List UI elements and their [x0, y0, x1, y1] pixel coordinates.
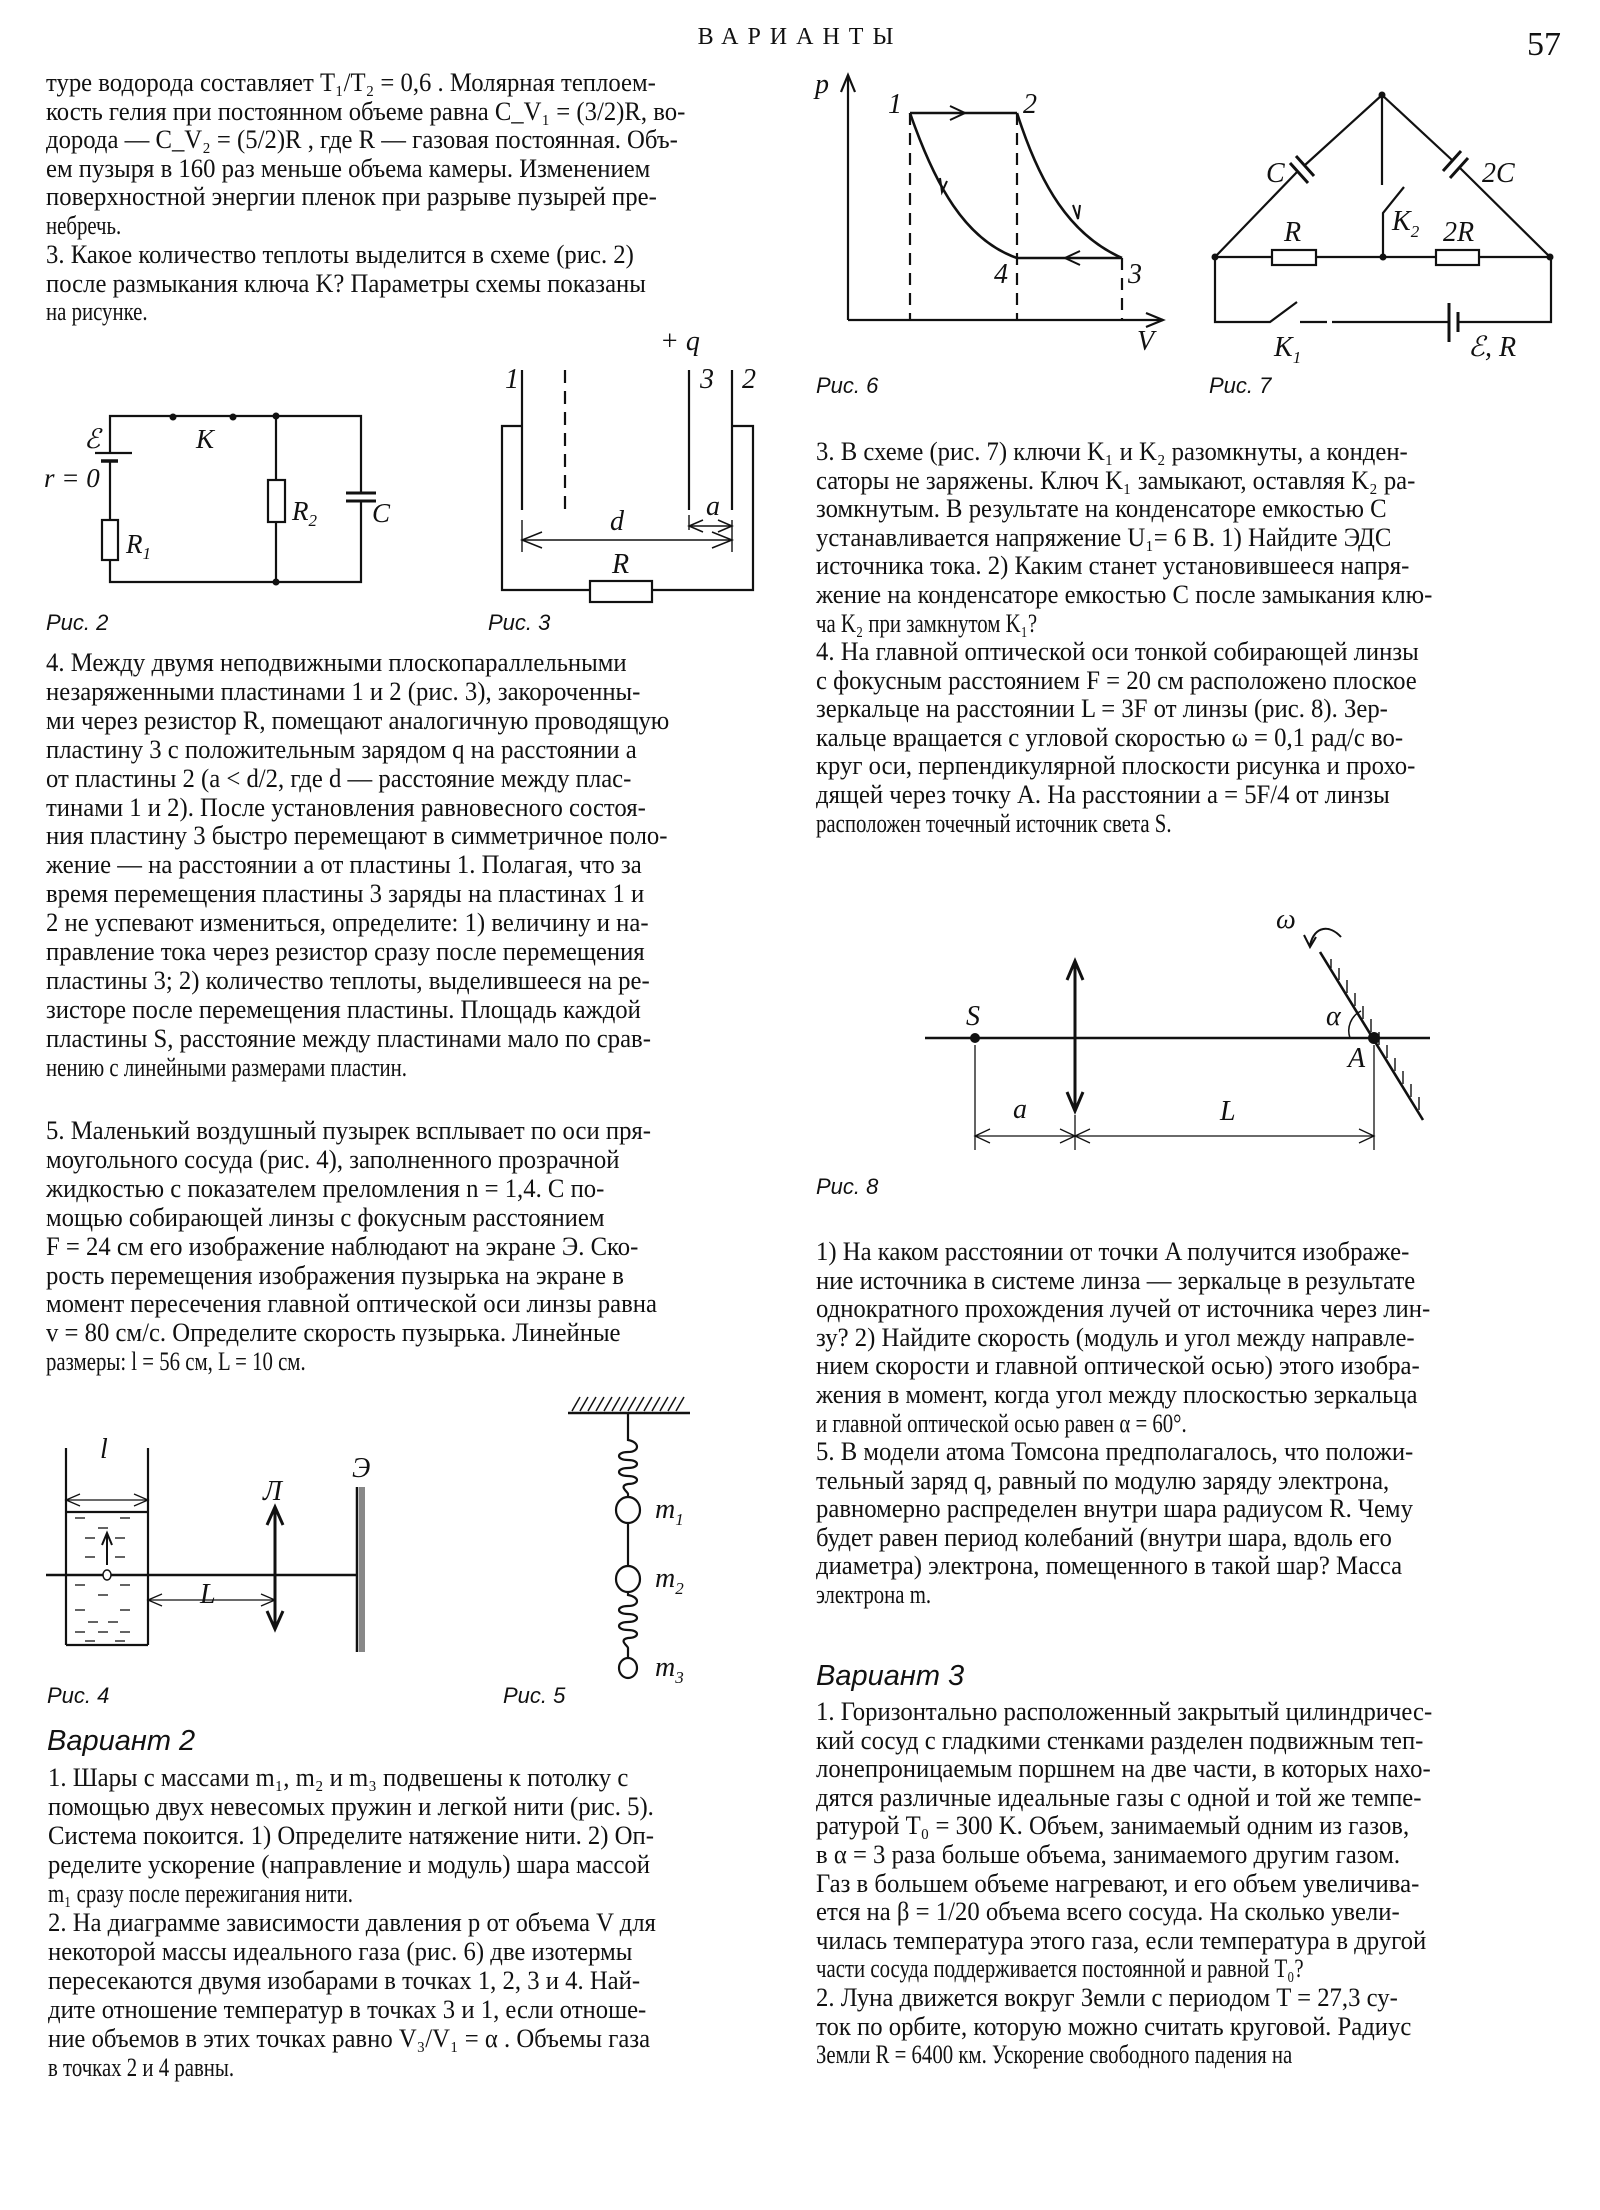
svg-text:C: C — [1266, 158, 1285, 189]
text-line: мощью собирающей линзы с фокусным расстоянием — [46, 1202, 605, 1232]
right-task-4 — [816, 637, 1554, 837]
svg-text:α: α — [1326, 1001, 1341, 1032]
text-line: пластины S, расстояние между пластинами мало по срав- — [46, 1023, 651, 1053]
text-line: Система покоится. 1) Определите натяжение нити. 2) Оп- — [48, 1821, 654, 1850]
text-line: v = 80 см/с. Определите скорость пузырька. Линейные — [46, 1318, 621, 1348]
text-line: 2. Луна движется вокруг Земли с периодом T = 27,3 су- — [816, 1983, 1398, 2012]
figure-8-caption: Рис. 8 — [816, 1174, 879, 1199]
svg-text:K2: $K_2$ — [1392, 206, 1420, 241]
text-line: рость перемещения изображения пузырька на экране в — [46, 1260, 624, 1290]
text-line: F = 24 см его изображение наблюдают на экране Э. Ско- — [46, 1231, 639, 1261]
text-line: 1. Шары с массами m₁, m₂ и m₃ подвешены к потолку с — [48, 1763, 629, 1792]
text-line: 1) На каком расстоянии от точки A получится изображе- — [816, 1237, 1410, 1266]
text-line: Газ в большем объеме нагревают, и его объем увеличива- — [816, 1868, 1420, 1898]
text-line: зу? 2) Найдите скорость (модуль и угол между направле- — [816, 1322, 1415, 1352]
svg-text:L: L — [1220, 1096, 1236, 1127]
svg-text:2C: 2C — [1482, 158, 1515, 189]
svg-text:2: 2 — [1023, 89, 1037, 120]
text-line: лонепроницаемым поршнем на две части, в которых нахо- — [816, 1754, 1431, 1784]
text-line: с фокусным расстоянием F = 20 см расположено плоское — [816, 665, 1417, 695]
text-line: после размыкания ключа K? Параметры схемы показаны — [46, 268, 646, 298]
text-line: будет равен период колебаний (внутри шара, вдоль его — [816, 1522, 1392, 1552]
left-v2-task-1 — [48, 1763, 772, 1908]
text-line: жение на конденсаторе емкостью C после замыкания клю- — [816, 580, 1433, 609]
text-line: ток по орбите, которую можно считать круговой. Радиус — [816, 2011, 1412, 2041]
left-task-5 — [46, 1116, 770, 1376]
figure-6-caption: Рис. 6 — [816, 373, 879, 398]
text-line: нием скорости и главной оптической осью) этого изобра- — [816, 1351, 1420, 1381]
text-line: кий сосуд с гладкими стенками разделен подвижным теп- — [816, 1725, 1424, 1755]
svg-text:3: 3 — [700, 364, 714, 395]
internal-resistance-label: r = 0 — [44, 463, 100, 493]
text-line: ния пластину 3 быстро перемещают в симметричное поло- — [46, 821, 668, 851]
svg-text:ℰ, R: ℰ, R — [1468, 332, 1517, 363]
svg-text:ω: ω — [1276, 904, 1296, 935]
running-title: ВАРИАНТЫ — [697, 24, 903, 50]
text-line: 3. В схеме (рис. 7) ключи K₁ и K₂ разомкнуты, а конден- — [816, 437, 1408, 466]
figure-7-caption: Рис. 7 — [1209, 373, 1272, 398]
text-line: однократного прохождения лучей от источника через лин- — [816, 1294, 1431, 1324]
text-line: жидкостью с показателем преломления n = 1,4. С по- — [46, 1173, 605, 1203]
svg-text:1: 1 — [505, 364, 519, 395]
text-line: в точках 2 и 4 равны. — [48, 2053, 235, 2082]
svg-text:R1: $R_1$ — [126, 529, 151, 563]
figure-3-caption: Рис. 3 — [488, 610, 551, 635]
text-line: жение — на расстоянии a от пластины 1. Полагая, что за — [46, 850, 642, 880]
svg-text:4: 4 — [994, 259, 1008, 290]
text-line: ние объемов в этих точках равно V₃/V₁ = α . Объемы газа — [48, 2024, 651, 2053]
text-line: чилась температура этого газа, если температура в другой — [816, 1925, 1427, 1955]
text-line: расположен точечный источник света S. — [816, 808, 1172, 838]
text-line: тинами 1 и 2). После установления равновесного состоя- — [46, 792, 646, 822]
text-line: зисторе после перемещения пластины. Площадь каждой — [46, 994, 641, 1024]
text-line: части сосуда поддерживается постоянной и равной T₀? — [816, 1954, 1304, 1984]
text-line: тельный заряд q, равный по модулю заряду электрона, — [816, 1465, 1390, 1495]
text-line: 3. Какое количество теплоты выделится в схеме (рис. 2) — [46, 240, 634, 269]
svg-text:2R: 2R — [1443, 217, 1475, 248]
svg-text:a: a — [706, 491, 720, 522]
text-line: дятся различные идеальные газы с одной и той же темпе- — [816, 1782, 1422, 1812]
text-line: ределите ускорение (направление и модуль) шара массой — [48, 1850, 650, 1879]
right-task-4-questions — [816, 1237, 1554, 1437]
svg-text:d: d — [610, 506, 624, 537]
text-line: 5. В модели атома Томсона предполагалось, что положи- — [816, 1437, 1414, 1466]
svg-text:A: A — [1348, 1043, 1366, 1074]
svg-text:R2: $R_2$ — [292, 496, 317, 530]
text-line: 1. Горизонтально расположенный закрытый цилиндричес- — [816, 1697, 1433, 1726]
svg-text:C: C — [372, 498, 391, 528]
left-intro — [46, 68, 770, 240]
figure-4-caption: Рис. 4 — [47, 1683, 110, 1708]
text-line: пластины 3; 2) количество теплоты, выделившееся на ре- — [46, 965, 650, 995]
left-v2-task-2 — [48, 1908, 772, 2082]
text-line: от пластины 2 (a < d/2, где d — расстояние между плас- — [46, 763, 632, 793]
text-line: размеры: l = 56 см, L = 10 см. — [46, 1347, 306, 1377]
text-line: 5. Маленький воздушный пузырек всплывает по оси пря- — [46, 1116, 652, 1145]
text-line: 4. На главной оптической оси тонкой собирающей линзы — [816, 637, 1419, 666]
right-task-3 — [816, 437, 1554, 637]
svg-text:L: L — [200, 1579, 216, 1610]
svg-text:Л: Л — [263, 1476, 282, 1507]
text-line: пересекаются двумя изобарами в точках 1, 2, 3 и 4. Най- — [48, 1966, 641, 1995]
page-number: 57 — [1527, 26, 1561, 63]
text-line: в α = 3 раза больше объема, занимаемого другим газом. — [816, 1840, 1400, 1869]
text-line: время перемещения пластины 3 заряды на пластинах 1 и — [46, 879, 645, 909]
left-task-4 — [46, 648, 770, 1082]
text-line: устанавливается напряжение U₁= 6 В. 1) Найдите ЭДС — [816, 522, 1392, 552]
text-line: помощью двух невесомых пружин и легкой нити (рис. 5). — [48, 1792, 654, 1821]
text-line: источника тока. 2) Каким станет установившееся напря- — [816, 551, 1410, 581]
text-line: ми через резистор R, помещают аналогичную проводящую — [46, 705, 670, 735]
screen-hatch — [359, 1487, 365, 1652]
text-line: электрона m. — [816, 1580, 932, 1609]
text-line: нению с линейными размерами пластин. — [46, 1052, 408, 1082]
text-line: зеркальце на расстоянии L = 3F от линзы (рис. 8). Зер- — [816, 694, 1388, 724]
svg-text:V: V — [1137, 326, 1155, 357]
svg-text:R: R — [612, 549, 630, 580]
text-line: пластину 3 с положительным зарядом q на расстоянии a — [46, 734, 637, 764]
key-label: K — [196, 424, 215, 454]
svg-text:R: R — [1284, 217, 1302, 248]
figure-5-caption: Рис. 5 — [503, 1683, 566, 1708]
svg-text:a: a — [1013, 1094, 1027, 1125]
svg-text:l: l — [100, 1434, 108, 1465]
svg-text:+ q: + q — [660, 326, 700, 357]
svg-text:2: 2 — [742, 364, 756, 395]
svg-text:m1: $m_1$ — [655, 1494, 684, 1529]
text-line: 2. На диаграмме зависимости давления p от объема V для — [48, 1908, 656, 1937]
text-line: ем пузыря в 160 раз меньше объема камеры. Изменением — [46, 153, 651, 183]
svg-text:m3: $m_3$ — [655, 1652, 684, 1687]
text-line: равномерно распределен внутри шара радиусом R. Чему — [816, 1494, 1413, 1524]
text-line: кость гелия при постоянном объеме равна C_V₁ = (3/2)R, во- — [46, 96, 686, 126]
text-line: круг оси, перпендикулярной плоскости рисунка и прохо- — [816, 751, 1416, 781]
text-line: жения в момент, когда угол между плоскостью зеркальца — [816, 1380, 1418, 1409]
svg-text:3: 3 — [1128, 259, 1142, 290]
text-line: незаряженными пластинами 1 и 2 (рис. 3), закороченны- — [46, 676, 641, 706]
text-line: зомкнутым. В результате на конденсаторе емкостью C — [816, 494, 1387, 524]
right-v3-task-2 — [816, 1983, 1554, 2069]
text-line: Земли R = 6400 км. Ускорение свободного падения на — [816, 2040, 1293, 2070]
text-line: дящей через точку A. На расстоянии a = 5F/4 от линзы — [816, 780, 1390, 809]
left-task-3 — [46, 240, 770, 326]
text-line: 2 не успевают измениться, определите: 1) величину и на- — [46, 908, 649, 938]
text-line: поверхностной энергии пленок при разрыве пузырей пре- — [46, 182, 657, 212]
emf-label: ℰ — [84, 424, 101, 454]
right-task-5 — [816, 1437, 1554, 1609]
right-v3-task-1 — [816, 1697, 1554, 1983]
text-line: правление тока через резистор сразу после перемещения — [46, 937, 645, 966]
text-line: дорода — C_V₂ = (5/2)R , где R — газовая постоянная. Объ- — [46, 125, 678, 155]
svg-text:Э: Э — [352, 1453, 371, 1484]
text-line: некоторой массы идеального газа (рис. 6) две изотермы — [48, 1937, 633, 1966]
text-line: m₁ сразу после пережигания нити. — [48, 1879, 353, 1908]
text-line: моугольного сосуда (рис. 4), заполненного прозрачной — [46, 1144, 620, 1174]
text-line: 4. Между двумя неподвижными плоскопараллельными — [46, 648, 627, 677]
text-line: дите отношение температур в точках 3 и 1, если отноше- — [48, 1995, 647, 2024]
text-line: небречь. — [46, 211, 122, 240]
svg-text:m2: $m_2$ — [655, 1563, 684, 1598]
figure-2-caption: Рис. 2 — [46, 610, 109, 635]
svg-text:K1: $K_1$ — [1274, 332, 1302, 367]
variant-2-heading: Вариант 2 — [47, 1725, 196, 1757]
text-line: ча K₂ при замкнутом K₁? — [816, 608, 1038, 638]
text-line: туре водорода составляет T₁/T₂ = 0,6 . Молярная теплоем- — [46, 68, 656, 97]
svg-text:p: p — [815, 69, 829, 100]
text-line: момент пересечения главной оптической оси линзы равна — [46, 1289, 657, 1319]
text-line: кальце вращается с угловой скоростью ω = 0,1 рад/с во- — [816, 722, 1404, 752]
text-line: ется на β = 1/20 объема всего сосуда. На сколько увели- — [816, 1897, 1400, 1927]
svg-text:S: S — [966, 1001, 980, 1032]
text-line: саторы не заряжены. Ключ K₁ замыкают, оставляя K₂ ра- — [816, 465, 1416, 495]
text-line: ратурой T₀ = 300 K. Объем, занимаемый одним из газов, — [816, 1811, 1410, 1841]
text-line: диаметра) электрона, помещенного в такой шар? Масса — [816, 1551, 1403, 1581]
variant-3-heading: Вариант 3 — [816, 1660, 965, 1692]
svg-text:1: 1 — [888, 89, 902, 120]
text-line: и главной оптической осью равен α = 60°. — [816, 1408, 1187, 1438]
text-line: ние источника в системе линза — зеркальце в результате — [816, 1265, 1416, 1295]
text-line: на рисунке. — [46, 297, 148, 327]
